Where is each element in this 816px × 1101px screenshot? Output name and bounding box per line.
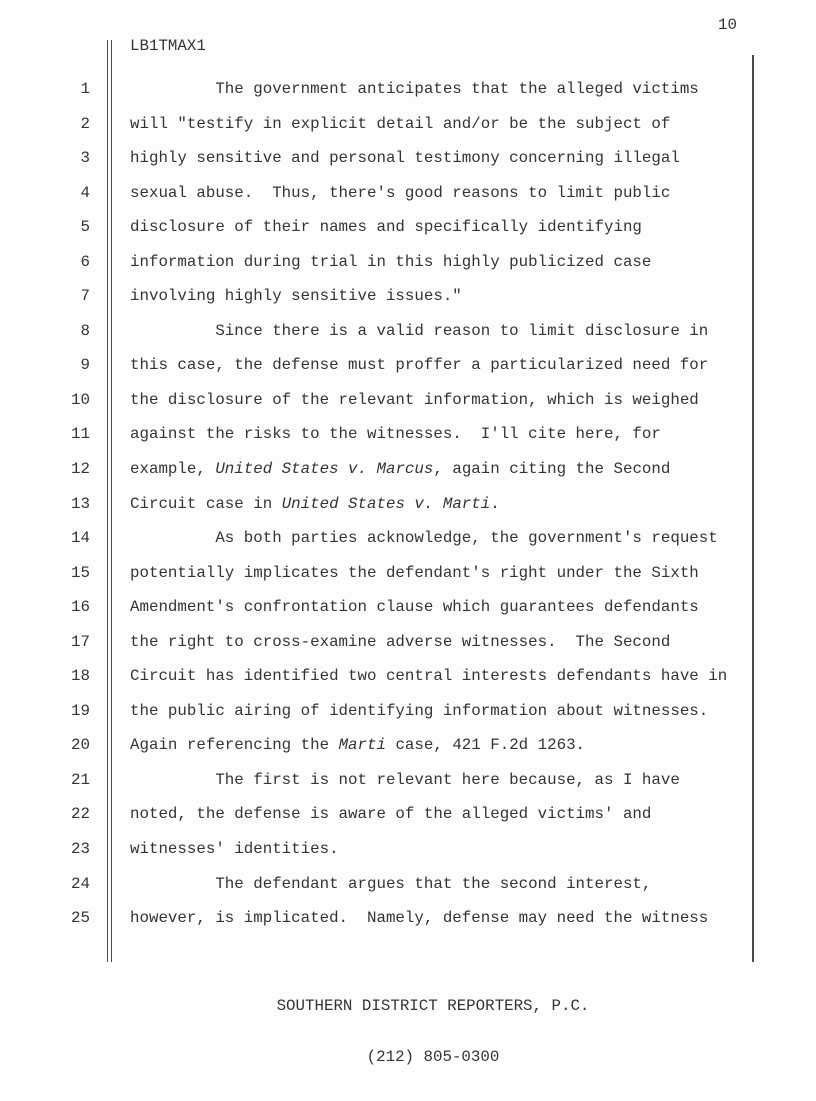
line-number: 20	[71, 736, 90, 755]
line-number: 8	[80, 321, 90, 340]
transcript-line	[0, 521, 816, 556]
transcript-line	[0, 452, 816, 487]
line-number: 17	[71, 632, 90, 651]
line-text: the right to cross-examine adverse witnesses. The Second	[130, 632, 671, 651]
line-text: example, United States v. Marcus, again citing the Second	[130, 460, 671, 479]
transcript-line	[0, 245, 816, 280]
line-text: highly sensitive and personal testimony concerning illegal	[130, 149, 680, 168]
line-number: 3	[80, 149, 90, 168]
line-text: against the risks to the witnesses. I'll cite here, for	[130, 425, 661, 444]
line-number: 24	[71, 874, 90, 893]
line-number: 13	[71, 494, 90, 513]
line-text: the disclosure of the relevant information, which is weighed	[130, 390, 699, 409]
transcript-line	[0, 590, 816, 625]
line-number: 15	[71, 563, 90, 582]
line-number: 23	[71, 840, 90, 859]
transcript-line	[0, 763, 816, 798]
transcript-line	[0, 314, 816, 349]
line-text: Circuit case in United States v. Marti.	[130, 494, 500, 513]
transcript-line	[0, 107, 816, 142]
line-text: witnesses' identities.	[130, 840, 339, 859]
transcript-line	[0, 659, 816, 694]
transcript-line	[0, 728, 816, 763]
line-text: Circuit has identified two central interests defendants have in	[130, 667, 728, 686]
line-number: 19	[71, 701, 90, 720]
line-number: 25	[71, 909, 90, 928]
transcript-line	[0, 348, 816, 383]
transcript-line	[0, 901, 816, 936]
transcript-line	[0, 832, 816, 867]
line-number: 9	[80, 356, 90, 375]
line-number: 16	[71, 598, 90, 617]
line-number: 11	[71, 425, 90, 444]
line-number: 18	[71, 667, 90, 686]
page-footer	[113, 963, 753, 1101]
footer-phone-number: (212) 805-0300	[366, 1048, 500, 1067]
line-number: 22	[71, 805, 90, 824]
line-text: information during trial in this highly publicized case	[130, 252, 652, 271]
line-text: The defendant argues that the second interest,	[130, 874, 652, 893]
transcript-header-id: LB1TMAX1	[130, 37, 206, 55]
page-number: 10	[718, 16, 737, 34]
line-text: the public airing of identifying information about witnesses.	[130, 701, 709, 720]
transcript-line	[0, 694, 816, 729]
line-text: involving highly sensitive issues."	[130, 287, 462, 306]
transcript-line	[0, 176, 816, 211]
transcript-line	[0, 417, 816, 452]
transcript-line	[0, 797, 816, 832]
line-text: this case, the defense must proffer a particularized need for	[130, 356, 709, 375]
line-text: however, is implicated. Namely, defense may need the witness	[130, 909, 709, 928]
line-text: will "testify in explicit detail and/or be the subject of	[130, 114, 671, 133]
line-number: 21	[71, 770, 90, 789]
transcript-line	[0, 279, 816, 314]
line-text: noted, the defense is aware of the alleged victims' and	[130, 805, 652, 824]
line-text: disclosure of their names and specifically identifying	[130, 218, 642, 237]
line-number: 14	[71, 529, 90, 548]
line-text: The government anticipates that the alleged victims	[130, 80, 699, 98]
line-text: Again referencing the Marti case, 421 F.2d 1263.	[130, 736, 586, 755]
line-number: 4	[80, 183, 90, 202]
line-number: 2	[80, 114, 90, 133]
line-number: 7	[80, 287, 90, 306]
transcript-line	[0, 867, 816, 902]
footer-reporter-name: SOUTHERN DISTRICT REPORTERS, P.C.	[276, 996, 590, 1015]
transcript-line	[0, 556, 816, 591]
line-number: 6	[80, 252, 90, 271]
transcript-line	[0, 141, 816, 176]
transcript-line	[0, 72, 816, 107]
line-text: As both parties acknowledge, the government's request	[130, 529, 718, 548]
transcript-line	[0, 487, 816, 522]
line-text: Amendment's confrontation clause which guarantees defendants	[130, 598, 699, 617]
transcript-line	[0, 625, 816, 660]
line-number: 12	[71, 460, 90, 479]
line-number: 1	[80, 80, 90, 98]
line-number: 5	[80, 218, 90, 237]
line-text: potentially implicates the defendant's right under the Sixth	[130, 563, 699, 582]
line-text: The first is not relevant here because, as I have	[130, 770, 680, 789]
transcript-lines	[0, 72, 816, 936]
line-number: 10	[71, 390, 90, 409]
line-text: sexual abuse. Thus, there's good reasons to limit public	[130, 183, 671, 202]
line-text: Since there is a valid reason to limit disclosure in	[130, 321, 709, 340]
transcript-line	[0, 383, 816, 418]
transcript-line	[0, 210, 816, 245]
